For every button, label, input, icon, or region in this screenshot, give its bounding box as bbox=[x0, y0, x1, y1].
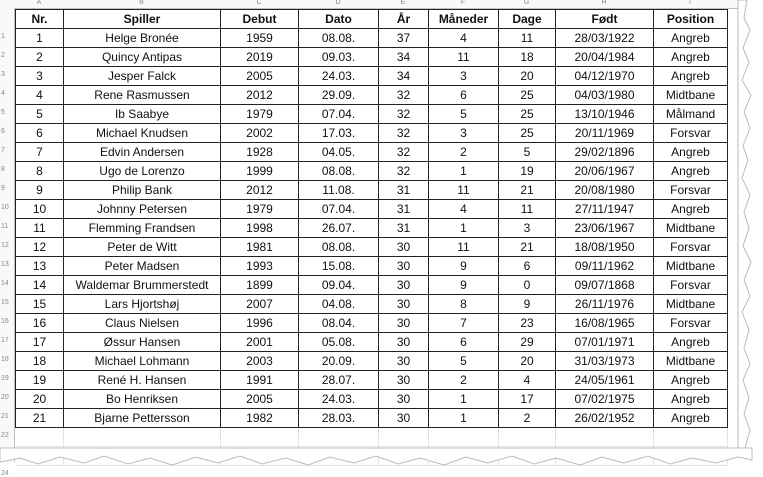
table-row bbox=[16, 257, 728, 276]
cell-dato[interactable]: 05.08. bbox=[299, 333, 379, 352]
row-number[interactable]: 19 bbox=[1, 375, 9, 382]
cell-maaneder[interactable]: 5 bbox=[429, 352, 499, 371]
empty-cell[interactable] bbox=[64, 428, 221, 447]
cell-nr[interactable]: 5 bbox=[16, 105, 64, 124]
torn-edge-right bbox=[738, 0, 763, 475]
cell-foedt[interactable]: 20/11/1969 bbox=[556, 124, 654, 143]
cell-dage[interactable]: 17 bbox=[499, 390, 556, 409]
cell-aar[interactable]: 30 bbox=[379, 333, 429, 352]
cell-dato[interactable]: 08.08. bbox=[299, 162, 379, 181]
cell-dage[interactable]: 11 bbox=[499, 200, 556, 219]
cell-maaneder[interactable]: 8 bbox=[429, 295, 499, 314]
row-number[interactable]: 18 bbox=[1, 356, 9, 363]
cell-nr[interactable]: 8 bbox=[16, 162, 64, 181]
cell-foedt[interactable]: 27/11/1947 bbox=[556, 200, 654, 219]
cell-nr[interactable]: 11 bbox=[16, 219, 64, 238]
cell-spiller[interactable]: Jesper Falck bbox=[64, 67, 221, 86]
cell-position[interactable]: Forsvar bbox=[654, 238, 728, 257]
row-number[interactable]: 11 bbox=[1, 223, 9, 230]
cell-debut[interactable]: 2012 bbox=[221, 181, 299, 200]
row-number[interactable]: 1 bbox=[1, 33, 5, 40]
cell-dage[interactable]: 25 bbox=[499, 105, 556, 124]
cell-position[interactable]: Angreb bbox=[654, 390, 728, 409]
cell-nr[interactable]: 10 bbox=[16, 200, 64, 219]
cell-foedt[interactable]: 18/08/1950 bbox=[556, 238, 654, 257]
row-number[interactable]: 17 bbox=[1, 337, 9, 344]
cell-foedt[interactable]: 16/08/1965 bbox=[556, 314, 654, 333]
cell-debut[interactable]: 1981 bbox=[221, 238, 299, 257]
cell-maaneder[interactable]: 2 bbox=[429, 371, 499, 390]
cell-aar[interactable]: 32 bbox=[379, 143, 429, 162]
cell-maaneder[interactable]: 1 bbox=[429, 219, 499, 238]
cell-dage[interactable]: 3 bbox=[499, 219, 556, 238]
table-row bbox=[16, 105, 728, 124]
cell-foedt[interactable]: 26/02/1952 bbox=[556, 409, 654, 428]
cell-dato[interactable]: 08.04. bbox=[299, 314, 379, 333]
cell-aar[interactable]: 30 bbox=[379, 295, 429, 314]
table-row bbox=[16, 48, 728, 67]
cell-aar[interactable]: 30 bbox=[379, 238, 429, 257]
row-number[interactable]: 3 bbox=[1, 71, 5, 78]
cell-foedt[interactable]: 20/08/1980 bbox=[556, 181, 654, 200]
cell-position[interactable]: Midtbane bbox=[654, 219, 728, 238]
row-number[interactable]: 12 bbox=[1, 242, 9, 249]
cell-spiller[interactable]: Edvin Andersen bbox=[64, 143, 221, 162]
cell-nr[interactable]: 18 bbox=[16, 352, 64, 371]
cell-foedt[interactable]: 23/06/1967 bbox=[556, 219, 654, 238]
cell-dage[interactable]: 25 bbox=[499, 86, 556, 105]
cell-foedt[interactable]: 24/05/1961 bbox=[556, 371, 654, 390]
cell-spiller[interactable]: Michael Lohmann bbox=[64, 352, 221, 371]
table-row bbox=[16, 238, 728, 257]
cell-dato[interactable]: 11.08. bbox=[299, 181, 379, 200]
cell-spiller[interactable]: Helge Bronée bbox=[64, 29, 221, 48]
cell-nr[interactable]: 6 bbox=[16, 124, 64, 143]
table-row bbox=[16, 200, 728, 219]
cell-foedt[interactable]: 31/03/1973 bbox=[556, 352, 654, 371]
cell-dato[interactable]: 09.04. bbox=[299, 276, 379, 295]
cell-aar[interactable]: 31 bbox=[379, 200, 429, 219]
table-row bbox=[16, 181, 728, 200]
cell-nr[interactable]: 7 bbox=[16, 143, 64, 162]
header-debut[interactable]: Debut bbox=[221, 10, 299, 29]
cell-nr[interactable]: 15 bbox=[16, 295, 64, 314]
cell-dage[interactable]: 23 bbox=[499, 314, 556, 333]
row-number[interactable]: 8 bbox=[1, 166, 5, 173]
cell-nr[interactable]: 9 bbox=[16, 181, 64, 200]
cell-spiller[interactable]: Philip Bank bbox=[64, 181, 221, 200]
cell-dage[interactable]: 21 bbox=[499, 238, 556, 257]
cell-dato[interactable]: 09.03. bbox=[299, 48, 379, 67]
cell-aar[interactable]: 30 bbox=[379, 276, 429, 295]
cell-spiller[interactable]: Johnny Petersen bbox=[64, 200, 221, 219]
cell-aar[interactable]: 30 bbox=[379, 257, 429, 276]
cell-dage[interactable]: 20 bbox=[499, 352, 556, 371]
cell-dage[interactable]: 21 bbox=[499, 181, 556, 200]
cell-nr[interactable]: 4 bbox=[16, 86, 64, 105]
table-row bbox=[16, 67, 728, 86]
column-letter-d[interactable]: D bbox=[335, 0, 341, 6]
cell-maaneder[interactable]: 9 bbox=[429, 276, 499, 295]
cell-foedt[interactable]: 04/03/1980 bbox=[556, 86, 654, 105]
cell-foedt[interactable]: 07/02/1975 bbox=[556, 390, 654, 409]
row-number-gutter bbox=[0, 8, 15, 477]
table-row bbox=[16, 352, 728, 371]
cell-position[interactable]: Angreb bbox=[654, 200, 728, 219]
cell-debut[interactable]: 1999 bbox=[221, 162, 299, 181]
cell-dato[interactable]: 04.08. bbox=[299, 295, 379, 314]
cell-dato[interactable]: 26.07. bbox=[299, 219, 379, 238]
cell-position[interactable]: Forsvar bbox=[654, 181, 728, 200]
empty-cell[interactable] bbox=[499, 428, 556, 447]
cell-position[interactable]: Angreb bbox=[654, 143, 728, 162]
cell-nr[interactable]: 21 bbox=[16, 409, 64, 428]
cell-foedt[interactable]: 20/04/1984 bbox=[556, 48, 654, 67]
row-number[interactable]: 22 bbox=[1, 432, 9, 439]
cell-spiller[interactable]: Flemming Frandsen bbox=[64, 219, 221, 238]
cell-debut[interactable]: 1993 bbox=[221, 257, 299, 276]
cell-aar[interactable]: 30 bbox=[379, 314, 429, 333]
cell-spiller[interactable]: Quincy Antipas bbox=[64, 48, 221, 67]
cell-debut[interactable]: 1899 bbox=[221, 276, 299, 295]
cell-maaneder[interactable]: 1 bbox=[429, 162, 499, 181]
cell-debut[interactable]: 1982 bbox=[221, 409, 299, 428]
cell-maaneder[interactable]: 1 bbox=[429, 409, 499, 428]
cell-debut[interactable]: 2007 bbox=[221, 295, 299, 314]
cell-nr[interactable]: 14 bbox=[16, 276, 64, 295]
column-letter-i[interactable]: I bbox=[689, 0, 691, 6]
cell-spiller[interactable]: Lars Hjortshøj bbox=[64, 295, 221, 314]
cell-debut[interactable]: 2003 bbox=[221, 352, 299, 371]
table-row bbox=[16, 276, 728, 295]
row-number[interactable]: 5 bbox=[1, 109, 5, 116]
cell-aar[interactable]: 34 bbox=[379, 48, 429, 67]
empty-cell[interactable] bbox=[221, 428, 299, 447]
row-number[interactable]: 16 bbox=[1, 318, 9, 325]
header-spiller[interactable]: Spiller bbox=[64, 10, 221, 29]
cell-debut[interactable]: 2002 bbox=[221, 124, 299, 143]
cell-spiller[interactable]: Claus Nielsen bbox=[64, 314, 221, 333]
header-maaneder[interactable]: Måneder bbox=[429, 10, 499, 29]
row-number[interactable]: 10 bbox=[1, 204, 9, 211]
cell-dage[interactable]: 11 bbox=[499, 29, 556, 48]
cell-maaneder[interactable]: 9 bbox=[429, 257, 499, 276]
cell-maaneder[interactable]: 11 bbox=[429, 238, 499, 257]
row-number[interactable]: 6 bbox=[1, 128, 5, 135]
torn-edge-bottom bbox=[0, 448, 763, 475]
cell-foedt[interactable]: 29/02/1896 bbox=[556, 143, 654, 162]
cell-dato[interactable]: 17.03. bbox=[299, 124, 379, 143]
cell-dato[interactable]: 07.04. bbox=[299, 105, 379, 124]
cell-nr[interactable]: 16 bbox=[16, 314, 64, 333]
cell-debut[interactable]: 2019 bbox=[221, 48, 299, 67]
cell-debut[interactable]: 1996 bbox=[221, 314, 299, 333]
cell-foedt[interactable]: 20/06/1967 bbox=[556, 162, 654, 181]
cell-dage[interactable]: 2 bbox=[499, 409, 556, 428]
cell-nr[interactable]: 12 bbox=[16, 238, 64, 257]
cell-foedt[interactable]: 28/03/1922 bbox=[556, 29, 654, 48]
cell-debut[interactable]: 2005 bbox=[221, 390, 299, 409]
row-number[interactable]: 4 bbox=[1, 90, 5, 97]
cell-nr[interactable]: 3 bbox=[16, 67, 64, 86]
cell-maaneder[interactable]: 6 bbox=[429, 333, 499, 352]
cell-debut[interactable]: 1979 bbox=[221, 200, 299, 219]
cell-position[interactable]: Midtbane bbox=[654, 86, 728, 105]
cell-maaneder[interactable]: 7 bbox=[429, 314, 499, 333]
cell-nr[interactable]: 1 bbox=[16, 29, 64, 48]
cell-dato[interactable]: 04.05. bbox=[299, 143, 379, 162]
column-letter-e[interactable]: E bbox=[400, 0, 406, 6]
row-number[interactable]: 13 bbox=[1, 261, 9, 268]
cell-aar[interactable]: 32 bbox=[379, 162, 429, 181]
cell-aar[interactable]: 31 bbox=[379, 181, 429, 200]
cell-dato[interactable]: 08.08. bbox=[299, 29, 379, 48]
table-row bbox=[16, 219, 728, 238]
empty-cell[interactable] bbox=[299, 428, 379, 447]
cell-position[interactable]: Angreb bbox=[654, 67, 728, 86]
cell-position[interactable]: Angreb bbox=[654, 333, 728, 352]
cell-spiller[interactable]: Peter Madsen bbox=[64, 257, 221, 276]
cell-dage[interactable]: 29 bbox=[499, 333, 556, 352]
cell-dage[interactable]: 19 bbox=[499, 162, 556, 181]
cell-foedt[interactable]: 09/11/1962 bbox=[556, 257, 654, 276]
table-row bbox=[16, 295, 728, 314]
cell-position[interactable]: Midtbane bbox=[654, 352, 728, 371]
cell-maaneder[interactable]: 3 bbox=[429, 124, 499, 143]
column-letter-h[interactable]: H bbox=[601, 0, 607, 6]
cell-dage[interactable]: 18 bbox=[499, 48, 556, 67]
column-letter-b[interactable]: B bbox=[139, 0, 144, 6]
cell-position[interactable]: Målmand bbox=[654, 105, 728, 124]
column-letter-c[interactable]: C bbox=[256, 0, 262, 6]
column-header-bar bbox=[0, 0, 745, 9]
column-letter-f[interactable]: F bbox=[460, 0, 466, 6]
cell-dage[interactable]: 20 bbox=[499, 67, 556, 86]
cell-dato[interactable]: 28.03. bbox=[299, 409, 379, 428]
table-row bbox=[16, 409, 728, 428]
table-row bbox=[16, 333, 728, 352]
cell-debut[interactable]: 1928 bbox=[221, 143, 299, 162]
cell-maaneder[interactable]: 6 bbox=[429, 86, 499, 105]
cell-position[interactable]: Forsvar bbox=[654, 276, 728, 295]
table-row bbox=[16, 371, 728, 390]
cell-debut[interactable]: 2001 bbox=[221, 333, 299, 352]
cell-spiller[interactable]: Waldemar Brummerstedt bbox=[64, 276, 221, 295]
cell-position[interactable]: Midtbane bbox=[654, 295, 728, 314]
cell-spiller[interactable]: Michael Knudsen bbox=[64, 124, 221, 143]
cell-position[interactable]: Angreb bbox=[654, 29, 728, 48]
header-foedt[interactable]: Født bbox=[556, 10, 654, 29]
cell-nr[interactable]: 20 bbox=[16, 390, 64, 409]
row-number[interactable]: 15 bbox=[1, 299, 9, 306]
cell-position[interactable]: Midtbane bbox=[654, 257, 728, 276]
cell-maaneder[interactable]: 5 bbox=[429, 105, 499, 124]
cell-dato[interactable]: 24.03. bbox=[299, 390, 379, 409]
column-letter-g[interactable]: G bbox=[523, 0, 530, 6]
cell-dato[interactable]: 24.03. bbox=[299, 67, 379, 86]
cell-spiller[interactable]: Øssur Hansen bbox=[64, 333, 221, 352]
cell-position[interactable]: Angreb bbox=[654, 371, 728, 390]
header-position[interactable]: Position bbox=[654, 10, 728, 29]
cell-maaneder[interactable]: 2 bbox=[429, 143, 499, 162]
cell-position[interactable]: Angreb bbox=[654, 48, 728, 67]
cell-spiller[interactable]: Bjarne Pettersson bbox=[64, 409, 221, 428]
column-letter-a[interactable]: A bbox=[36, 0, 42, 6]
cell-dato[interactable]: 29.09. bbox=[299, 86, 379, 105]
cell-spiller[interactable]: Ib Saabye bbox=[64, 105, 221, 124]
table-row bbox=[16, 390, 728, 409]
cell-position[interactable]: Angreb bbox=[654, 409, 728, 428]
row-number[interactable]: 7 bbox=[1, 147, 5, 154]
row-number[interactable]: 20 bbox=[1, 394, 9, 401]
cell-dage[interactable]: 0 bbox=[499, 276, 556, 295]
cell-position[interactable]: Forsvar bbox=[654, 314, 728, 333]
cell-debut[interactable]: 1991 bbox=[221, 371, 299, 390]
cell-aar[interactable]: 31 bbox=[379, 219, 429, 238]
row-number[interactable]: 21 bbox=[1, 413, 9, 420]
table-row bbox=[16, 86, 728, 105]
cell-aar[interactable]: 34 bbox=[379, 67, 429, 86]
cell-foedt[interactable]: 07/01/1971 bbox=[556, 333, 654, 352]
empty-cell[interactable] bbox=[654, 428, 728, 447]
table-row bbox=[16, 143, 728, 162]
table-row bbox=[16, 124, 728, 143]
cell-nr[interactable]: 2 bbox=[16, 48, 64, 67]
table-row bbox=[16, 314, 728, 333]
empty-cell[interactable] bbox=[429, 428, 499, 447]
cell-aar[interactable]: 32 bbox=[379, 105, 429, 124]
row-number[interactable]: 14 bbox=[1, 280, 9, 287]
cell-maaneder[interactable]: 1 bbox=[429, 390, 499, 409]
row-number[interactable]: 2 bbox=[1, 52, 5, 59]
cell-aar[interactable]: 32 bbox=[379, 86, 429, 105]
cell-maaneder[interactable]: 4 bbox=[429, 29, 499, 48]
cell-aar[interactable]: 32 bbox=[379, 124, 429, 143]
header-row bbox=[16, 10, 728, 29]
cell-maaneder[interactable]: 11 bbox=[429, 181, 499, 200]
header-dato[interactable]: Dato bbox=[299, 10, 379, 29]
cell-position[interactable]: Angreb bbox=[654, 162, 728, 181]
cell-dage[interactable]: 4 bbox=[499, 371, 556, 390]
header-nr[interactable]: Nr. bbox=[16, 10, 64, 29]
cell-maaneder[interactable]: 3 bbox=[429, 67, 499, 86]
cell-dato[interactable]: 07.04. bbox=[299, 200, 379, 219]
cell-foedt[interactable]: 09/07/1868 bbox=[556, 276, 654, 295]
cell-position[interactable]: Forsvar bbox=[654, 124, 728, 143]
empty-cell[interactable] bbox=[16, 428, 64, 447]
cell-dage[interactable]: 25 bbox=[499, 124, 556, 143]
cell-aar[interactable]: 30 bbox=[379, 409, 429, 428]
cell-spiller[interactable]: Peter de Witt bbox=[64, 238, 221, 257]
cell-aar[interactable]: 30 bbox=[379, 390, 429, 409]
data-table bbox=[15, 9, 728, 466]
cell-maaneder[interactable]: 11 bbox=[429, 48, 499, 67]
table-row bbox=[16, 162, 728, 181]
cell-spiller[interactable]: Bo Henriksen bbox=[64, 390, 221, 409]
cell-foedt[interactable]: 04/12/1970 bbox=[556, 67, 654, 86]
cell-aar[interactable]: 37 bbox=[379, 29, 429, 48]
cell-dato[interactable]: 28.07. bbox=[299, 371, 379, 390]
cell-spiller[interactable]: Rene Rasmussen bbox=[64, 86, 221, 105]
row-number[interactable]: 24 bbox=[1, 470, 9, 477]
empty-cell[interactable] bbox=[556, 428, 654, 447]
cell-debut[interactable]: 1959 bbox=[221, 29, 299, 48]
header-dage[interactable]: Dage bbox=[499, 10, 556, 29]
cell-debut[interactable]: 2005 bbox=[221, 67, 299, 86]
table-row bbox=[16, 29, 728, 48]
header-aar[interactable]: År bbox=[379, 10, 429, 29]
cell-nr[interactable]: 17 bbox=[16, 333, 64, 352]
cell-dage[interactable]: 9 bbox=[499, 295, 556, 314]
cell-nr[interactable]: 19 bbox=[16, 371, 64, 390]
cell-dato[interactable]: 20.09. bbox=[299, 352, 379, 371]
cell-spiller[interactable]: René H. Hansen bbox=[64, 371, 221, 390]
row-number[interactable]: 9 bbox=[1, 185, 5, 192]
cell-dage[interactable]: 6 bbox=[499, 257, 556, 276]
cell-maaneder[interactable]: 4 bbox=[429, 200, 499, 219]
cell-dato[interactable]: 15.08. bbox=[299, 257, 379, 276]
cell-foedt[interactable]: 13/10/1946 bbox=[556, 105, 654, 124]
cell-dage[interactable]: 5 bbox=[499, 143, 556, 162]
cell-aar[interactable]: 30 bbox=[379, 352, 429, 371]
cell-debut[interactable]: 2012 bbox=[221, 86, 299, 105]
cell-debut[interactable]: 1979 bbox=[221, 105, 299, 124]
cell-spiller[interactable]: Ugo de Lorenzo bbox=[64, 162, 221, 181]
cell-aar[interactable]: 30 bbox=[379, 371, 429, 390]
cell-nr[interactable]: 13 bbox=[16, 257, 64, 276]
cell-debut[interactable]: 1998 bbox=[221, 219, 299, 238]
empty-cell[interactable] bbox=[379, 428, 429, 447]
cell-dato[interactable]: 08.08. bbox=[299, 238, 379, 257]
cell-foedt[interactable]: 26/11/1976 bbox=[556, 295, 654, 314]
empty-row bbox=[16, 428, 728, 447]
